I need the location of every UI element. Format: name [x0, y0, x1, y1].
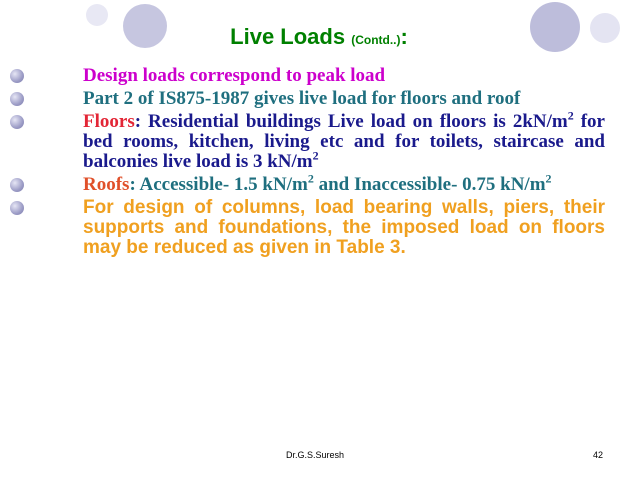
- bullet-icon: [10, 92, 24, 106]
- bullet-item-is875: Part 2 of IS875-1987 gives live load for floors and roof: [10, 89, 605, 109]
- bullet-icon: [10, 201, 24, 215]
- bullet-item-design-columns: For design of columns, load bearing walls, piers, their supports and foundations, the imposed load on floors may be reduced as given in Table 3.: [10, 198, 605, 258]
- footer-page-number: 42: [593, 450, 604, 460]
- decor-circle-1: [86, 4, 108, 26]
- floors-label: Floors: [83, 111, 135, 132]
- slide-title: Live Loads (Contd..):: [230, 24, 408, 49]
- bullet-icon: [10, 69, 24, 83]
- bullet-item-floors: Floors: Residential buildings Live load on floors is $2kN/m^2$ for bed rooms, kitchen, living etc and for toilets, staircase and balconies live load is 3 $kN/m^2$: [10, 112, 605, 172]
- bullet-item-design-loads: Design loads correspond to peak load: [10, 66, 605, 86]
- footer-author: Dr.G.S.Suresh: [286, 450, 345, 460]
- bullet-list: [10, 66, 605, 261]
- roofs-label: Roofs: [83, 174, 130, 195]
- bullet-icon: [10, 115, 24, 129]
- bullet-item-roofs: Roofs: Accessible- 1.5 $kN/m^2$ and Inaccessible- 0.75 $kN/m^2$: [10, 175, 605, 195]
- bullet-icon: [10, 178, 24, 192]
